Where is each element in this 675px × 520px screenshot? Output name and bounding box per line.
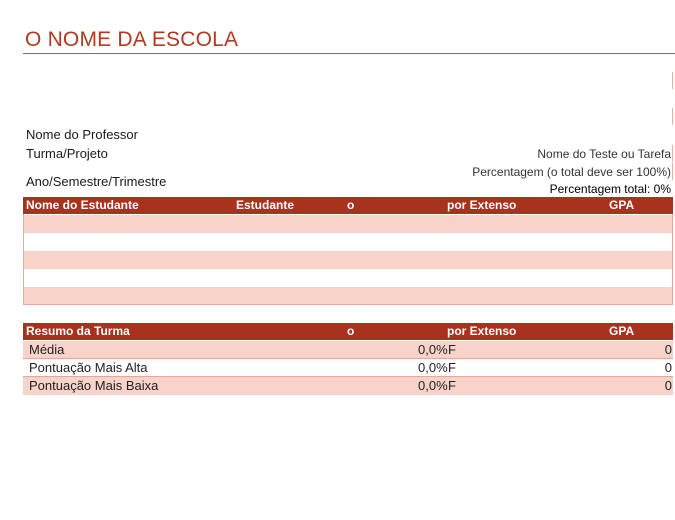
col-summary-gpa[interactable]: GPA [609, 324, 635, 338]
students-table-header [23, 197, 673, 214]
summary-label: Pontuação Mais Alta [29, 360, 148, 375]
cell-edge-marker [672, 163, 673, 180]
cell-edge-marker [672, 72, 673, 89]
col-student[interactable]: Estudante [236, 198, 295, 212]
summary-gpa: 0 [664, 342, 672, 357]
summary-letter: F [448, 378, 456, 393]
summary-percent: 0,0% [418, 378, 448, 393]
test-name-label[interactable]: Nome do Teste ou Tarefa [537, 147, 671, 161]
summary-table-header [23, 323, 673, 340]
summary-row-average[interactable] [23, 341, 673, 359]
summary-letter: F [448, 360, 456, 375]
col-summary-grade[interactable]: o [347, 324, 355, 338]
col-student-name[interactable]: Nome do Estudante [26, 198, 139, 212]
teacher-name-label[interactable]: Nome do Professor [26, 127, 138, 142]
title-divider [23, 53, 675, 54]
cell-edge-marker [672, 108, 673, 125]
summary-gpa: 0 [664, 360, 672, 375]
summary-percent: 0,0% [418, 342, 448, 357]
col-grade[interactable]: o [347, 198, 355, 212]
summary-gpa: 0 [664, 378, 672, 393]
row-divider [23, 376, 673, 377]
col-gpa[interactable]: GPA [609, 198, 635, 212]
summary-row-lowest[interactable] [23, 377, 673, 395]
summary-label: Média [29, 342, 65, 357]
col-summary-extenso[interactable]: por Extenso [447, 324, 517, 338]
summary-row-highest[interactable] [23, 359, 673, 377]
col-class-summary[interactable]: Resumo da Turma [26, 324, 130, 338]
total-percentage[interactable] [550, 182, 671, 196]
summary-percent: 0,0% [418, 360, 448, 375]
percentage-label[interactable]: Percentagem (o total deve ser 100%) [472, 165, 671, 179]
class-project-label[interactable]: Turma/Projeto [26, 146, 108, 161]
summary-label: Pontuação Mais Baixa [29, 378, 159, 393]
school-name[interactable]: O NOME DA ESCOLA [25, 28, 239, 51]
students-table-border [23, 214, 673, 305]
row-divider [23, 358, 673, 359]
cell-edge-marker [672, 145, 673, 162]
term-label[interactable]: Ano/Semestre/Trimestre [26, 174, 167, 189]
total-percentage-value: 0% [653, 182, 671, 196]
total-percentage-label: Percentagem total: [549, 182, 651, 196]
summary-letter: F [448, 342, 456, 357]
col-extenso[interactable]: por Extenso [447, 198, 517, 212]
